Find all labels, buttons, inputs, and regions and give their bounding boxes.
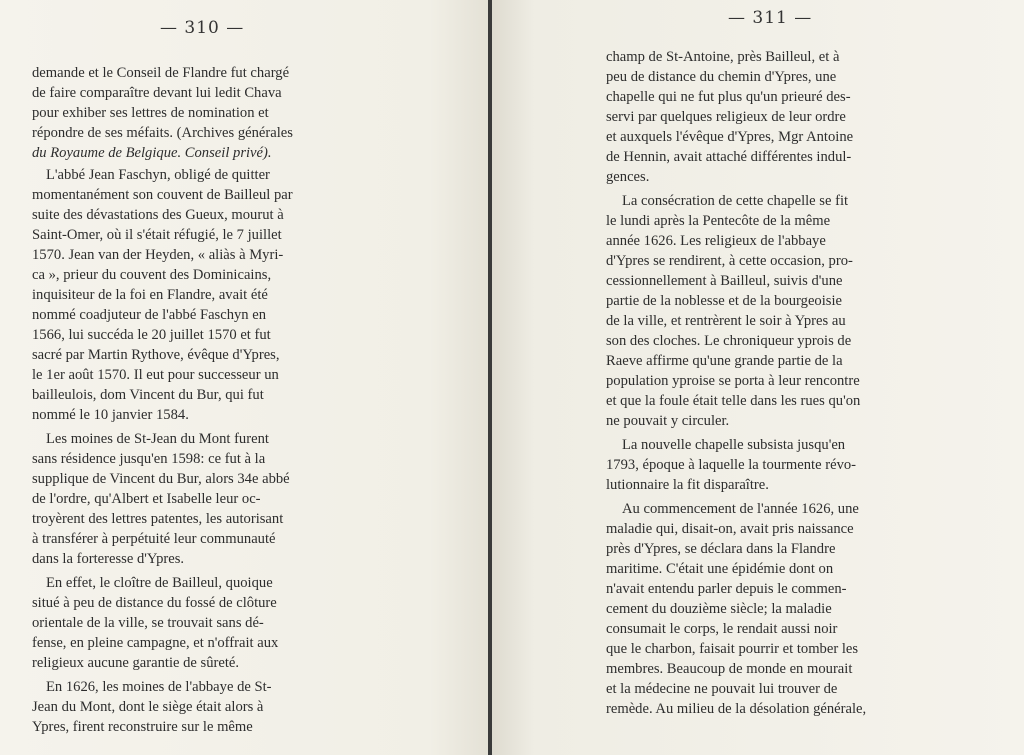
text-line: le 1er août 1570. Il eut pour successeur un (32, 367, 279, 383)
text-line: La consécration de cette chapelle se fit (622, 193, 849, 209)
text-line: religieux aucune garantie de sûreté. (32, 655, 240, 671)
text-line: lutionnaire la fit disparaître. (606, 477, 769, 493)
text-line: pour exhiber ses lettres de nomination et (32, 105, 269, 121)
text-line: ca », prieur du couvent des Dominicains, (32, 267, 272, 283)
text-line: 1570. Jean van der Heyden, « aliàs à Myri- (32, 247, 284, 263)
text-line: de l'ordre, qu'Albert et Isabelle leur oc- (32, 491, 261, 507)
text-line: et auxquels l'évêque d'Ypres, Mgr Antoine (606, 129, 854, 145)
text-line: situé à peu de distance du fossé de clôture (32, 595, 277, 611)
text-line: gences. (606, 169, 650, 185)
text-line: de faire comparaître devant lui ledit Chava (32, 85, 282, 101)
text-line: En effet, le cloître de Bailleul, quoique (46, 575, 273, 591)
text-line: de Hennin, avait attaché différentes indul- (606, 149, 852, 165)
text-line: L'abbé Jean Faschyn, obligé de quitter (46, 167, 270, 183)
text-line: maladie qui, disait-on, avait pris naissance (606, 521, 854, 537)
text-line: troyèrent des lettres patentes, les autorisant (32, 511, 284, 527)
text-line: La nouvelle chapelle subsista jusqu'en (622, 437, 846, 453)
text-line: de la ville, et rentrèrent le soir à Ypres au (606, 313, 846, 329)
text-line: près d'Ypres, se déclara dans la Flandre (606, 541, 836, 557)
text-line: nommé le 10 janvier 1584. (32, 407, 189, 423)
text-line: du Royaume de Belgique. Conseil privé). (32, 145, 272, 161)
text-line: sacré par Martin Rythove, évêque d'Ypres, (32, 347, 280, 363)
text-line: bailleulois, dom Vincent du Bur, qui fut (32, 387, 264, 403)
text-line: répondre de ses méfaits. (Archives générales (32, 125, 293, 141)
text-line: Au commencement de l'année 1626, une (622, 501, 859, 517)
text-line: fense, en pleine campagne, et n'offrait aux (32, 635, 279, 651)
text-line: cessionnellement à Bailleul, suivis d'une (606, 273, 843, 289)
text-line: son des cloches. Le chroniqueur yprois de (606, 333, 852, 349)
text-line: dans la forteresse d'Ypres. (32, 551, 185, 567)
text-line: d'Ypres se rendirent, à cette occasion, pro- (606, 253, 853, 269)
text-line: membres. Beaucoup de monde en mourait (606, 661, 853, 677)
text-line: le lundi après la Pentecôte de la même (606, 213, 831, 229)
left-page (0, 0, 488, 755)
text-line: nommé coadjuteur de l'abbé Faschyn en (32, 307, 267, 323)
page-number: — 311 — (728, 8, 813, 28)
text-line: sans résidence jusqu'en 1598: ce fut à la (32, 451, 266, 467)
text-line: 1566, lui succéda le 20 juillet 1570 et fut (32, 327, 271, 343)
text-line: maritime. C'était une épidémie dont on (606, 561, 834, 577)
text-line: que le charbon, faisait pourrir et tomber les (606, 641, 859, 657)
text-line: Les moines de St-Jean du Mont furent (46, 431, 269, 447)
text-line: momentanément son couvent de Bailleul par (32, 187, 293, 203)
text-line: 1793, époque à laquelle la tourmente révo- (606, 457, 857, 473)
text-line: orientale de la ville, se trouvait sans dé- (32, 615, 264, 631)
right-page (492, 0, 1024, 755)
text-line: champ de St-Antoine, près Bailleul, et à (606, 49, 840, 65)
text-line: supplique de Vincent du Bur, alors 34e abbé (32, 471, 290, 487)
text-line: et la médecine ne pouvait lui trouver de (606, 681, 838, 697)
text-line: suite des dévastations des Gueux, mourut à (32, 207, 284, 223)
text-line: remède. Au milieu de la désolation générale, (606, 701, 867, 717)
text-line: Ypres, firent reconstruire sur le même (32, 719, 253, 735)
text-line: population yproise se porta à leur rencontre (606, 373, 860, 389)
text-line: Jean du Mont, dont le siège était alors à (32, 699, 264, 715)
text-line: n'avait entendu parler depuis le commen- (606, 581, 847, 597)
text-line: partie de la noblesse et de la bourgeoisie (606, 293, 842, 309)
text-line: et que la foule était telle dans les rues qu'on (606, 393, 861, 409)
text-line: inquisiteur de la foi en Flandre, avait été (32, 287, 268, 303)
text-line: année 1626. Les religieux de l'abbaye (606, 233, 826, 249)
text-line: Saint-Omer, où il s'était réfugié, le 7 juillet (32, 227, 282, 243)
text-line: servi par quelques religieux de leur ordre (606, 109, 846, 125)
text-line: Raeve affirme qu'une grande partie de la (606, 353, 843, 369)
text-line: En 1626, les moines de l'abbaye de St- (46, 679, 272, 695)
text-line: peu de distance du chemin d'Ypres, une (606, 69, 837, 85)
text-line: cement du douzième siècle; la maladie (606, 601, 832, 617)
text-line: chapelle qui ne fut plus qu'un prieuré des- (606, 89, 851, 105)
text-line: demande et le Conseil de Flandre fut chargé (32, 65, 290, 81)
text-line: ne pouvait y circuler. (606, 413, 730, 429)
page-number: — 310 — (160, 18, 245, 38)
text-line: à transférer à perpétuité leur communauté (32, 531, 276, 547)
text-line: consumait le corps, le rendait aussi noir (606, 621, 838, 637)
